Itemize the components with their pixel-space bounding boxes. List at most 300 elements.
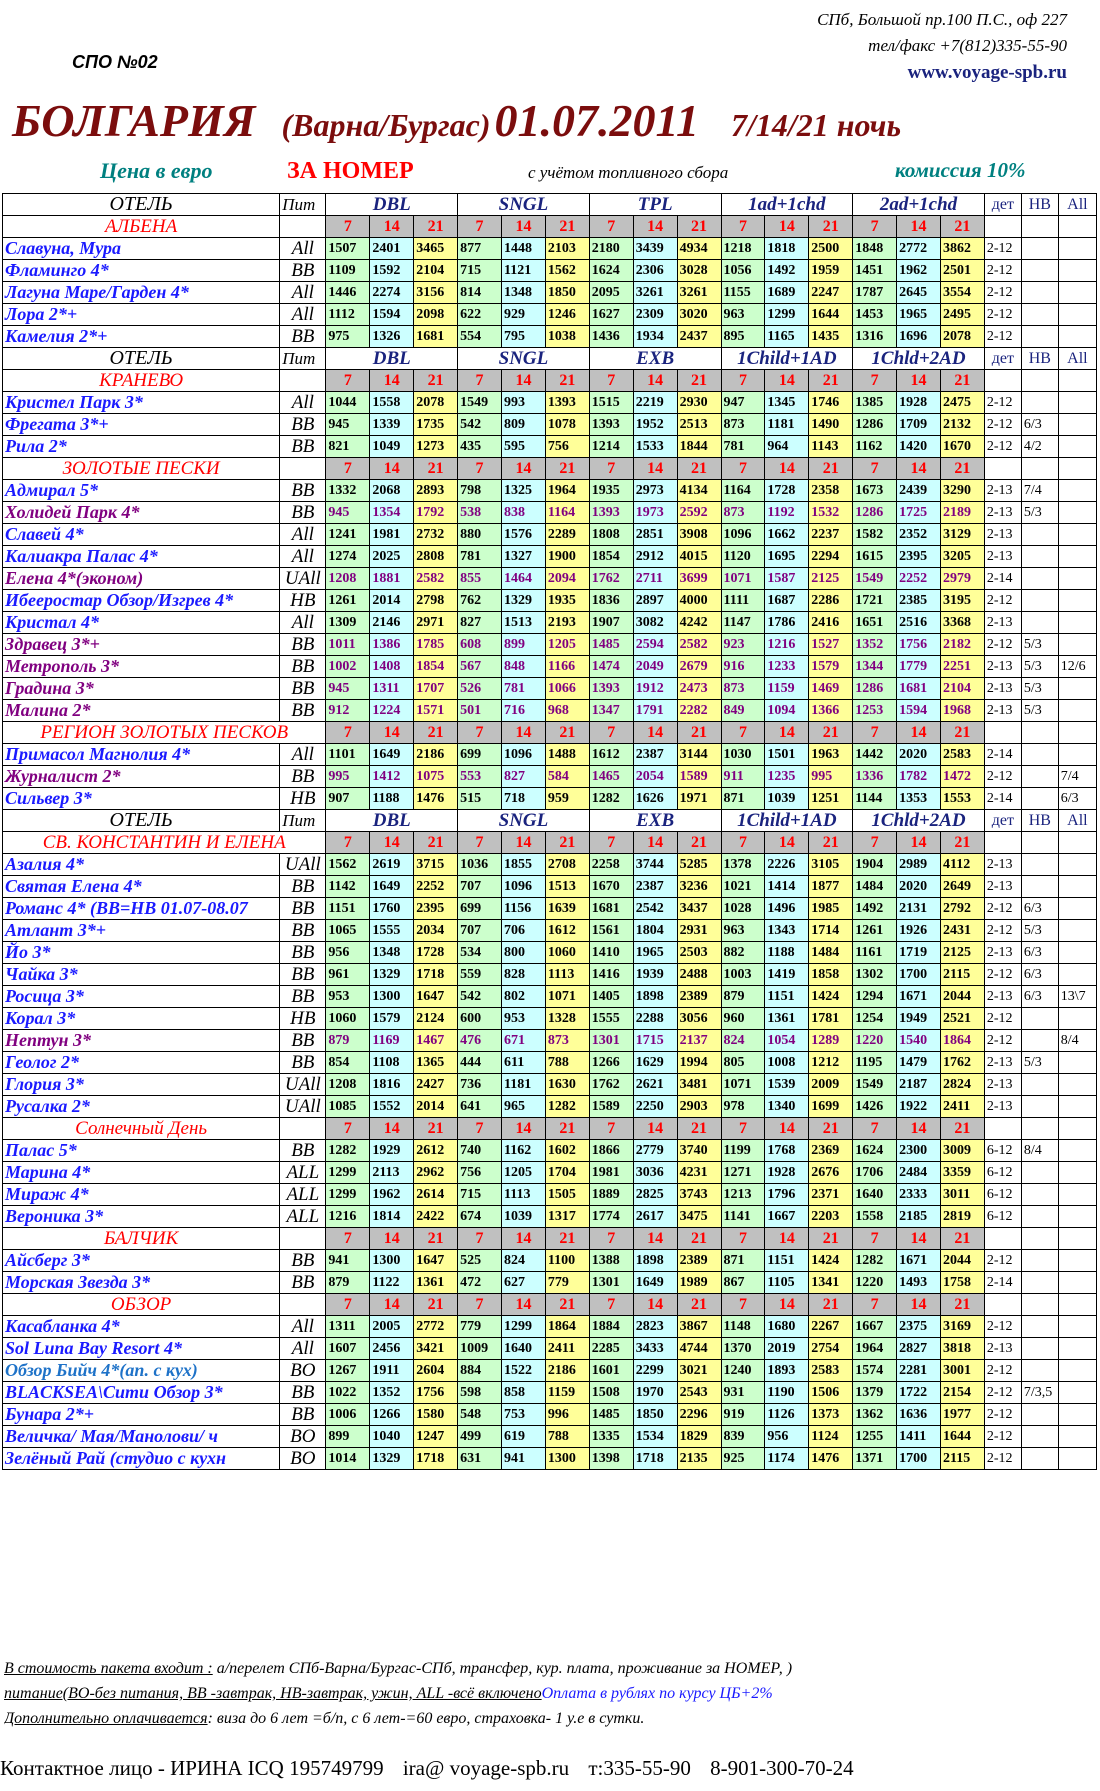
price-cell: 2267 [809,1316,853,1338]
price-cell: 2049 [633,656,677,678]
price-cell: 2754 [809,1338,853,1360]
price-cell: 1247 [414,1426,458,1448]
price-cell: 2125 [809,568,853,590]
hotel-column-header: ОТЕЛЬ [3,194,280,216]
nights-label: 14 [502,370,546,392]
room-type-header: TPL [589,194,721,216]
child-age: 2-12 [984,238,1021,260]
subheader [0,158,1100,188]
price-cell: 1549 [458,392,502,414]
price-cell: 1340 [765,1096,809,1118]
meal-plan: BB [280,326,326,348]
price-cell: 1709 [897,414,941,436]
price-cell: 1792 [414,502,458,524]
price-cell: 1804 [633,920,677,942]
price-cell: 1484 [853,876,897,898]
nights-label: 7 [589,832,633,854]
price-cell: 1112 [326,304,370,326]
price-cell: 1161 [853,942,897,964]
nights-label: 14 [370,458,414,480]
title-cities: (Варна/Бургас) [281,107,491,143]
price-cell: 1465 [589,766,633,788]
child-age: 2-12 [984,392,1021,414]
price-cell: 1699 [809,1096,853,1118]
nights-label: 14 [370,1118,414,1140]
price-cell: 2495 [940,304,984,326]
price-cell: 1558 [370,392,414,414]
hotel-row [3,656,1097,678]
nights-label: 7 [853,370,897,392]
price-cell: 1911 [370,1360,414,1382]
price-cell: 2044 [940,1250,984,1272]
price-cell: 2501 [940,260,984,282]
hotel-name: Вероника 3* [3,1206,280,1228]
price-cell: 1159 [765,678,809,700]
price-cell: 1935 [589,480,633,502]
all-surcharge [1058,524,1096,546]
all-surcharge [1058,876,1096,898]
child-age: 2-12 [984,1250,1021,1272]
price-cell: 1981 [370,524,414,546]
meal-plan: All [280,304,326,326]
hb-surcharge [1021,1272,1058,1294]
hotel-name: Sol Luna Bay Resort 4* [3,1338,280,1360]
price-cell: 1687 [765,590,809,612]
notes [4,1660,1094,1735]
price-cell: 1508 [589,1382,633,1404]
price-cell: 1218 [721,238,765,260]
region-name: РЕГИОН ЗОЛОТЫХ ПЕСКОВ [3,722,326,744]
child-age: 2-13 [984,1096,1021,1118]
nights-label: 7 [721,1118,765,1140]
price-cell: 2542 [633,898,677,920]
price-cell: 1071 [721,1074,765,1096]
price-cell: 1442 [853,744,897,766]
all-surcharge [1058,260,1096,282]
price-cell: 1539 [765,1074,809,1096]
price-cell: 584 [545,766,589,788]
price-cell: 867 [721,1272,765,1294]
price-cell: 907 [326,788,370,810]
price-cell: 1782 [897,766,941,788]
price-cell: 961 [326,964,370,986]
price-cell: 1282 [326,1140,370,1162]
price-cell: 1021 [721,876,765,898]
price-cell: 2819 [940,1206,984,1228]
hotel-name: Чайка 3* [3,964,280,986]
price-cell: 1299 [765,304,809,326]
price-cell: 1220 [853,1272,897,1294]
hb-surcharge: 6/3 [1021,964,1058,986]
hotel-name: Обзор Бийч 4*(ап. с кух) [3,1360,280,1382]
meal-column-header: Пит [280,810,326,832]
meal-plan: ALL [280,1206,326,1228]
price-cell: 1424 [809,986,853,1008]
price-cell: 2592 [677,502,721,524]
price-cell: 1492 [853,898,897,920]
nights-label: 14 [765,216,809,238]
hb-surcharge: 6/3 [1021,898,1058,920]
meal-plan: BO [280,1426,326,1448]
nights-label: 21 [940,458,984,480]
price-cell: 1190 [765,1382,809,1404]
child-age: 6-12 [984,1162,1021,1184]
hotel-name: Йо 3* [3,942,280,964]
price-cell: 1379 [853,1382,897,1404]
price-cell: 1345 [765,392,809,414]
price-cell: 2288 [633,1008,677,1030]
commission-label: комиссия 10% [895,158,1026,182]
child-age: 2-12 [984,326,1021,348]
price-cell: 1299 [326,1184,370,1206]
price-cell: 1282 [589,788,633,810]
nights-label: 14 [502,832,546,854]
price-cell: 1144 [853,788,897,810]
nights-label: 21 [677,722,721,744]
price-cell: 1317 [545,1206,589,1228]
hb-surcharge [1021,1360,1058,1382]
all-surcharge [1058,1448,1096,1470]
price-cell: 2281 [897,1360,941,1382]
price-cell: 1071 [545,986,589,1008]
price-cell: 1405 [589,986,633,1008]
nights-label: 7 [853,1118,897,1140]
nights-label: 21 [545,1228,589,1250]
included-text: а/перелет СПб-Варна/Бургас-СПб, трансфер, кур. плата, проживание за НОМЕР, ) [212,1660,793,1677]
meal-plan: All [280,612,326,634]
price-cell: 963 [721,304,765,326]
child-age: 2-12 [984,1382,1021,1404]
price-cell: 1286 [853,678,897,700]
price-table [2,193,1097,1470]
all-surcharge [1058,436,1096,458]
price-cell: 3261 [677,282,721,304]
nights-label: 7 [458,1294,502,1316]
price-cell: 538 [458,502,502,524]
child-age: 2-12 [984,414,1021,436]
price-cell: 2931 [677,920,721,942]
price-cell: 3009 [940,1140,984,1162]
column-header-row [3,194,1097,216]
price-cell: 1022 [326,1382,370,1404]
website-link[interactable]: www.voyage-spb.ru [907,62,1067,83]
blank-cell [984,722,1021,744]
hotel-row [3,1404,1097,1426]
price-cell: 1881 [370,568,414,590]
price-cell: 2521 [940,1008,984,1030]
price-cell: 2401 [370,238,414,260]
price-cell: 1393 [589,414,633,436]
price-cell: 1151 [765,986,809,1008]
price-cell: 1036 [458,854,502,876]
child-age: 2-14 [984,788,1021,810]
price-cell: 1848 [853,238,897,260]
nights-label: 7 [853,1294,897,1316]
price-cell: 756 [458,1162,502,1184]
price-cell: 1300 [370,986,414,1008]
hotel-name: Геолог 2* [3,1052,280,1074]
nights-label: 21 [940,370,984,392]
price-cell: 1850 [545,282,589,304]
meal-plan: All [280,282,326,304]
included-note [4,1660,1094,1685]
hotel-name: Русалка 2* [3,1096,280,1118]
price-cell: 855 [458,568,502,590]
all-surcharge [1058,1184,1096,1206]
nights-label: 7 [458,1118,502,1140]
child-age: 2-13 [984,854,1021,876]
price-cell: 2679 [677,656,721,678]
price-cell: 1507 [326,238,370,260]
meal-column-header: Пит [280,194,326,216]
price-cell: 2131 [897,898,941,920]
price-cell: 1255 [853,1426,897,1448]
price-cell: 1192 [765,502,809,524]
hotel-name: Фламинго 4* [3,260,280,282]
nights-label: 21 [545,370,589,392]
region-row [3,1118,1097,1140]
hotel-name: Сильвер 3* [3,788,280,810]
hb-surcharge [1021,766,1058,788]
price-cell: 1485 [589,634,633,656]
price-cell: 1386 [370,634,414,656]
price-cell: 2306 [633,260,677,282]
child-age: 2-12 [984,1426,1021,1448]
price-cell: 619 [502,1426,546,1448]
nights-label: 7 [721,370,765,392]
price-cell: 1347 [589,700,633,722]
contact-email[interactable]: ira@ voyage-spb.ru [402,1756,570,1780]
hotel-name: Здравец 3*+ [3,634,280,656]
price-cell: 802 [502,986,546,1008]
blank-cell [984,1294,1021,1316]
price-cell: 1220 [853,1030,897,1052]
price-cell: 1758 [940,1272,984,1294]
nights-label: 7 [458,458,502,480]
meal-plan: BB [280,1052,326,1074]
price-cell: 534 [458,942,502,964]
hb-surcharge [1021,612,1058,634]
price-cell: 1419 [765,964,809,986]
meal-plan: All [280,1316,326,1338]
hb-surcharge [1021,1030,1058,1052]
price-cell: 2583 [940,744,984,766]
price-cell: 809 [502,414,546,436]
nights-label: 14 [897,832,941,854]
nights-label: 21 [414,832,458,854]
price-cell: 1235 [765,766,809,788]
price-cell: 1912 [633,678,677,700]
meal-plan: HB [280,788,326,810]
price-cell: 879 [721,986,765,1008]
price-cell: 779 [458,1316,502,1338]
room-type-header: SNGL [458,194,590,216]
contact-mobile: 8-901-300-70-24 [710,1756,854,1780]
price-cell: 871 [721,788,765,810]
hb-surcharge: 6/3 [1021,942,1058,964]
room-type-header: SNGL [458,348,590,370]
hotel-name: Фрегата 3*+ [3,414,280,436]
price-cell: 1420 [897,436,941,458]
price-cell: 3740 [677,1140,721,1162]
price-cell: 736 [458,1074,502,1096]
price-cell: 501 [458,700,502,722]
region-name: КРАНЕВО [3,370,280,392]
price-cell: 1791 [633,700,677,722]
nights-label: 7 [326,216,370,238]
price-cell: 1649 [370,744,414,766]
nights-label: 14 [897,458,941,480]
hotel-name: Атлант 3*+ [3,920,280,942]
price-cell: 1549 [853,1074,897,1096]
price-cell: 1488 [545,744,589,766]
price-cell: 2025 [370,546,414,568]
price-cell: 1188 [765,942,809,964]
price-cell: 3867 [677,1316,721,1338]
price-cell: 1549 [853,568,897,590]
child-age: 2-12 [984,260,1021,282]
all-surcharge [1058,1426,1096,1448]
price-cell: 1120 [721,546,765,568]
nights-label: 14 [765,458,809,480]
price-cell: 827 [502,766,546,788]
price-cell: 1900 [545,546,589,568]
price-cell: 1300 [370,1250,414,1272]
nights-label: 7 [721,722,765,744]
price-cell: 1326 [370,326,414,348]
nights-label: 21 [545,1118,589,1140]
price-cell: 2203 [809,1206,853,1228]
nights-label: 14 [370,722,414,744]
price-cell: 2676 [809,1162,853,1184]
blank-cell [1021,1228,1058,1250]
price-cell: 1552 [370,1096,414,1118]
hb-surcharge [1021,1206,1058,1228]
price-cell: 699 [458,898,502,920]
blank-cell [1058,458,1096,480]
price-cell: 1240 [721,1360,765,1382]
hb-surcharge [1021,1338,1058,1360]
price-cell: 1214 [589,436,633,458]
child-age: 2-12 [984,1404,1021,1426]
nights-label: 21 [414,458,458,480]
price-cell: 1352 [370,1382,414,1404]
price-cell: 2282 [677,700,721,722]
price-cell: 1273 [414,436,458,458]
meal-plan: All [280,392,326,414]
hb-surcharge [1021,238,1058,260]
hotel-row [3,634,1097,656]
price-cell: 2488 [677,964,721,986]
child-age: 6-12 [984,1140,1021,1162]
price-cell: 882 [721,942,765,964]
price-cell: 1282 [853,1250,897,1272]
price-cell: 1121 [502,260,546,282]
meal-plan: All [280,238,326,260]
price-cell: 2137 [677,1030,721,1052]
price-cell: 2014 [414,1096,458,1118]
hb-surcharge: 6/3 [1021,986,1058,1008]
blank-cell [984,216,1021,238]
price-cell: 1003 [721,964,765,986]
hotel-row [3,1448,1097,1470]
price-cell: 3261 [633,282,677,304]
price-cell: 1513 [545,876,589,898]
price-cell: 1989 [677,1272,721,1294]
price-cell: 1113 [545,964,589,986]
price-cell: 2113 [370,1162,414,1184]
price-cell: 1476 [414,788,458,810]
price-cell: 598 [458,1382,502,1404]
price-cell: 1113 [502,1184,546,1206]
price-cell: 880 [458,524,502,546]
price-cell: 2708 [545,854,589,876]
price-cell: 3156 [414,282,458,304]
price-cell: 1002 [326,656,370,678]
all-surcharge [1058,590,1096,612]
price-cell: 781 [458,546,502,568]
price-cell: 631 [458,1448,502,1470]
hb-surcharge [1021,568,1058,590]
all-surcharge [1058,744,1096,766]
price-cell: 1408 [370,656,414,678]
nights-label: 21 [545,722,589,744]
price-cell: 1562 [326,854,370,876]
price-cell: 1159 [545,1382,589,1404]
hotel-name: Елена 4*(эконом) [3,568,280,590]
price-cell: 1188 [370,788,414,810]
price-cell: 2098 [414,304,458,326]
price-cell: 2619 [370,854,414,876]
price-cell: 2621 [633,1074,677,1096]
hotel-row [3,612,1097,634]
price-cell: 2187 [897,1074,941,1096]
price-cell: 1681 [589,898,633,920]
price-cell: 838 [502,502,546,524]
hb-surcharge: 7/4 [1021,480,1058,502]
price-cell: 548 [458,1404,502,1426]
all-surcharge [1058,568,1096,590]
nights-label: 14 [633,1228,677,1250]
price-cell: 1328 [545,1008,589,1030]
all-surcharge [1058,1206,1096,1228]
price-cell: 1965 [897,304,941,326]
price-cell: 641 [458,1096,502,1118]
price-cell: 3011 [940,1184,984,1206]
price-cell: 1785 [414,634,458,656]
price-cell: 1816 [370,1074,414,1096]
region-row [3,370,1097,392]
hotel-name: Калиакра Палас 4* [3,546,280,568]
room-type-header: EXB [589,348,721,370]
hotel-row [3,480,1097,502]
price-cell: 2020 [897,744,941,766]
child-age: 2-13 [984,656,1021,678]
price-cell: 2427 [414,1074,458,1096]
price-cell: 1453 [853,304,897,326]
price-cell: 1224 [370,700,414,722]
price-cell: 671 [502,1030,546,1052]
price-cell: 1695 [765,546,809,568]
hotel-row [3,1272,1097,1294]
price-cell: 1212 [809,1052,853,1074]
price-cell: 542 [458,986,502,1008]
price-cell: 1696 [897,326,941,348]
price-cell: 968 [545,700,589,722]
price-cell: 1594 [370,304,414,326]
nights-label: 21 [809,1118,853,1140]
price-cell: 1718 [414,1448,458,1470]
